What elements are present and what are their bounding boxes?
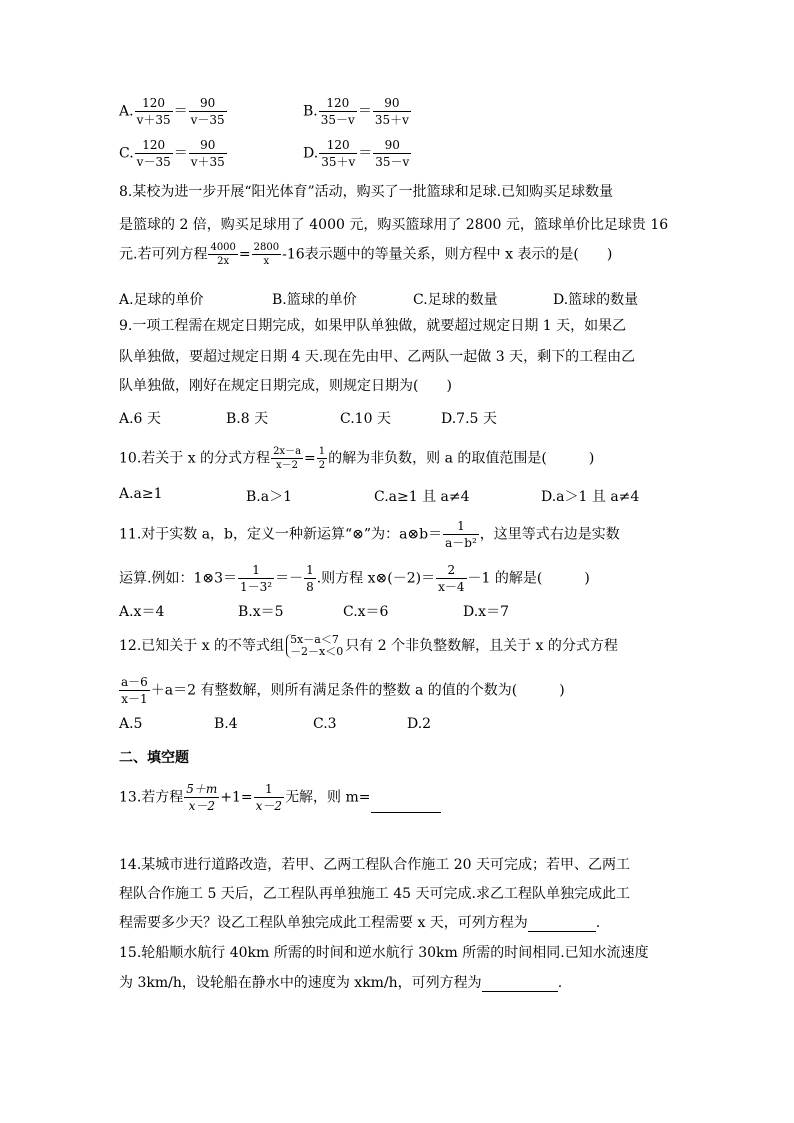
q14-line-2: 程队合作施工 5 天后，乙工程队再单独施工 45 天可完成.求乙工程队单独完成此工 <box>119 886 630 902</box>
q9-line-2: 队单独做，要超过规定日期 4 天.现在先由甲、乙两队一起做 3 天，剩下的工程由乙 <box>119 349 636 365</box>
q11-option-c: C.x＝6 <box>343 604 389 620</box>
q9-option-b: B.8 天 <box>226 411 269 427</box>
q12-line-2: $\frac{a-6}{x-1}$ ＋a＝2 有整数解，则所有满足条件的整数 a 的值的个数为( ) <box>121 675 565 706</box>
fraction: $\frac{1}{\text{1－3²}}$ <box>240 563 273 594</box>
q7-option-b: B. $\frac{120}{35-v}$ ＝ $\frac{90}{35+v}$ <box>303 96 409 127</box>
q13-line: 13.若方程 $\frac{5+m}{x-2}$ +1= $\frac{1}{x-2}$ 无解，则 m= <box>119 782 441 813</box>
answer-blank[interactable] <box>482 975 558 992</box>
answer-blank[interactable] <box>528 915 596 932</box>
fraction: $\frac{4000}{2x}$ <box>210 242 236 267</box>
q12-line-1: 12.已知关于 x 的不等式组 5x－a＜7 －2－x＜0 只有 2 个非负整数解，且关于 x 的分式方程 <box>119 633 618 658</box>
q10-line: 10.若关于 x 的分式方程 $\frac{2x-a}{x-2}$ = $\frac{1}{2}$ 的解为非负数，则 a 的取值范围是( ) <box>119 446 595 471</box>
fraction: $\frac{1}{2}$ <box>318 446 326 471</box>
q9-option-c: C.10 天 <box>340 411 391 427</box>
fraction: $\frac{90}{v-35}$ <box>190 96 225 127</box>
q9-line-1: 9.一项工程需在规定日期完成，如果甲队单独做，就要超过规定日期 1 天，如果乙 <box>119 318 627 334</box>
q9-option-a: A.6 天 <box>119 411 161 427</box>
q9-line-3: 队单独做，刚好在规定日期完成，则规定日期为( ) <box>119 378 452 394</box>
q15-line-1: 15.轮船顺水航行 40km 所需的时间和逆水航行 30km 所需的时间相同.已知水流速度 <box>119 945 649 961</box>
q9-option-d: D.7.5 天 <box>441 411 497 427</box>
q12-option-d: D.2 <box>407 716 432 732</box>
fraction: $\frac{2800}{x}$ <box>253 242 280 267</box>
q11-line-2: 运算.例如：1⊗3＝ $\frac{1}{\text{1－3²}}$ ＝－ $\frac{1}{8}$ .则方程 x⊗(－2)＝ $\frac{2}{x-4}$ －1 的解是( ) <box>119 563 590 594</box>
fraction: $\frac{1}{8}$ <box>306 563 314 594</box>
answer-blank[interactable] <box>371 796 441 813</box>
q11-option-a: A.x＝4 <box>119 604 165 620</box>
q11-line-1: 11.对于实数 a，b，定义一种新运算“⊗”为：a⊗b＝ $\frac{1}{\text{a－b²}}$ ，这里等式右边是实数 <box>119 519 620 550</box>
fraction: $\frac{5+m}{x-2}$ <box>186 782 218 813</box>
fraction: $\frac{1}{\text{a－b²}}$ <box>445 519 477 550</box>
fraction: $\frac{2}{x-4}$ <box>438 563 465 594</box>
q15-line-2: 为 3km/h，设轮船在静水中的速度为 xkm/h，可列方程为 . <box>119 975 563 991</box>
fraction: $\frac{90}{35+v}$ <box>374 96 409 127</box>
q8-option-b: B.篮球的单价 <box>272 292 357 308</box>
q14-line-1: 14.某城市进行道路改造，若甲、乙两工程队合作施工 20 天可完成；若甲、乙两工 <box>119 857 630 873</box>
fraction: $\frac{90}{v+35}$ <box>190 138 225 169</box>
fraction: $\frac{120}{35+v}$ <box>321 138 356 169</box>
q14-line-3: 程需要多少天？设乙工程队单独完成此工程需要 x 天，可列方程为 . <box>119 915 601 931</box>
q12-option-c: C.3 <box>313 716 337 732</box>
inequality-system: 5x－a＜7 －2－x＜0 <box>286 634 343 658</box>
section-title: 二、填空题 <box>119 750 189 766</box>
fraction: $\frac{a-6}{x-1}$ <box>121 675 148 706</box>
q12-option-b: B.4 <box>214 716 238 732</box>
q8-option-d: D.篮球的数量 <box>553 292 639 308</box>
q8-line-3: 元.若可列方程 $\frac{4000}{2x}$ = $\frac{2800}{x}$ -16表示题中的等量关系，则方程中 x 表示的是( ) <box>119 242 613 267</box>
fraction: $\frac{2x-a}{x-2}$ <box>273 446 302 471</box>
q10-option-a: A.a≥1 <box>119 486 163 502</box>
q12-option-a: A.5 <box>119 716 143 732</box>
fraction: $\frac{120}{v-35}$ <box>136 138 171 169</box>
q10-option-d: D.a＞1 且 a≠4 <box>541 489 640 505</box>
q8-option-c: C.足球的数量 <box>413 292 498 308</box>
q11-option-d: D.x＝7 <box>463 604 509 620</box>
q10-option-c: C.a≥1 且 a≠4 <box>374 489 470 505</box>
q7-option-c: C. $\frac{120}{v-35}$ ＝ $\frac{90}{v+35}$ <box>119 138 225 169</box>
q11-option-b: B.x＝5 <box>238 604 284 620</box>
q8-line-1: 8.某校为进一步开展“阳光体育”活动，购买了一批篮球和足球.已知购买足球数量 <box>119 184 614 200</box>
q8-option-a: A.足球的单价 <box>119 292 204 308</box>
q7-option-a: A. $\frac{120}{v+35}$ ＝ $\frac{90}{v-35}$ <box>119 96 225 127</box>
fraction: $\frac{120}{v+35}$ <box>136 96 171 127</box>
q7-option-d: D. $\frac{120}{35+v}$ ＝ $\frac{90}{35-v}$ <box>303 138 410 169</box>
fraction: $\frac{1}{x-2}$ <box>255 782 283 813</box>
q8-line-2: 是篮球的 2 倍，购买足球用了 4000 元，购买篮球用了 2800 元，篮球单价比足球贵 16 <box>119 217 669 233</box>
fraction: $\frac{90}{35-v}$ <box>375 138 410 169</box>
fraction: $\frac{120}{35-v}$ <box>320 96 355 127</box>
q10-option-b: B.a＞1 <box>246 489 292 505</box>
